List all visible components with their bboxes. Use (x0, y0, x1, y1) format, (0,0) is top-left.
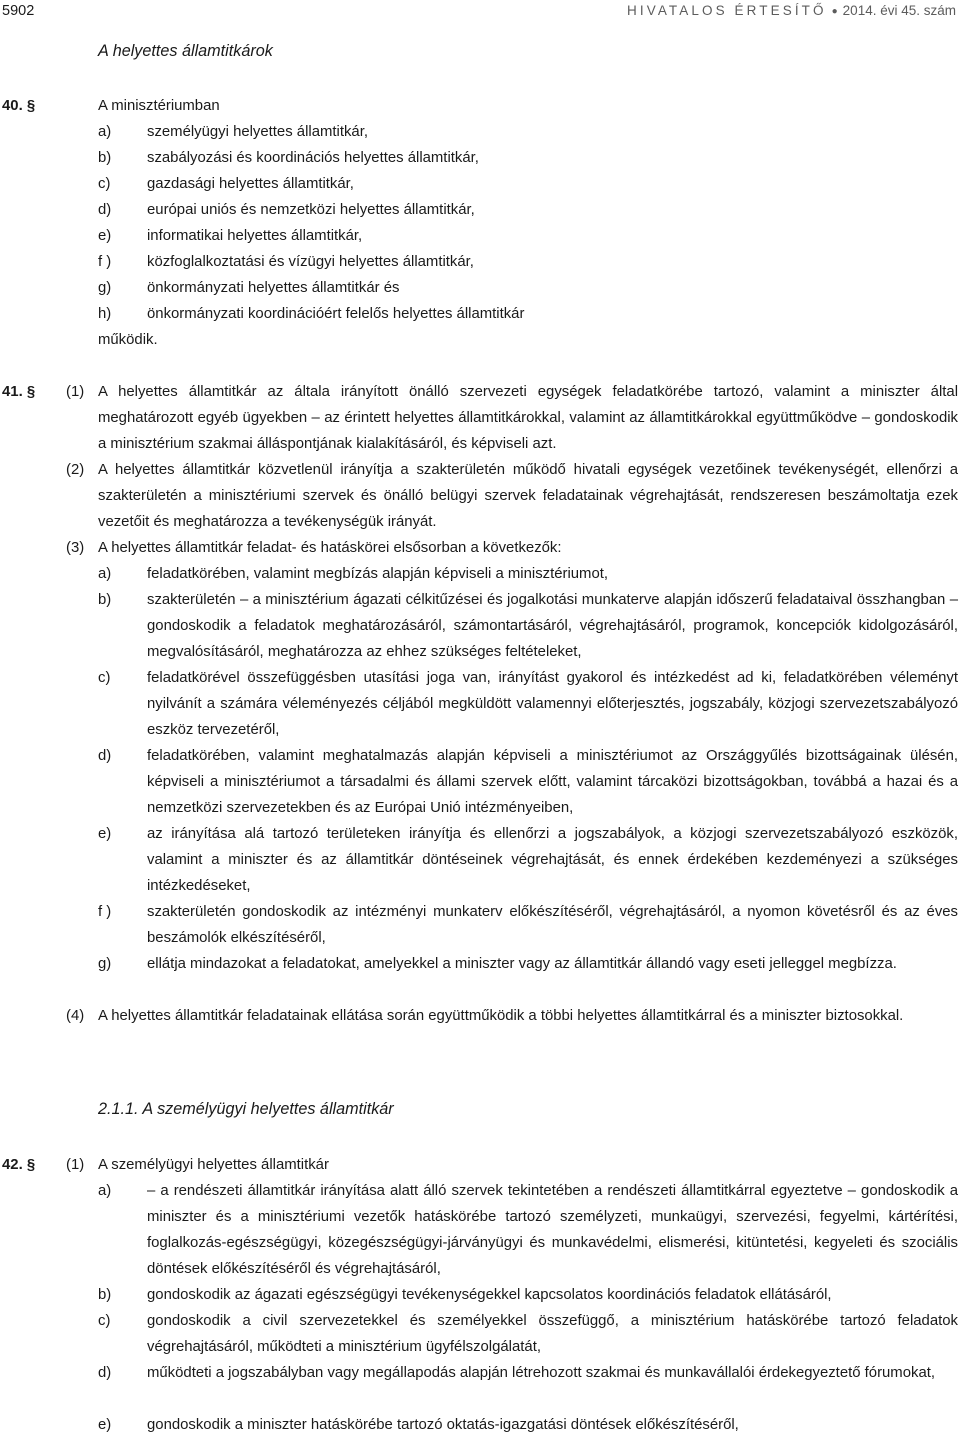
item-label: c) (98, 176, 111, 192)
item-text: önkormányzati koordinációért felelős helyettes államtitkár (147, 306, 525, 322)
item-label: a) (98, 566, 112, 582)
separator-bullet-icon: ● (831, 6, 838, 17)
item-text: közfoglalkoztatási és vízügyi helyettes államtitkár, (147, 254, 474, 270)
item-text: informatikai helyettes államtitkár, (147, 228, 363, 244)
item-text: szakterületén gondoskodik az intézményi munkaterv előkészítéséről, végrehajtásáról, a nyomon követésről és az éves beszámolók elkészítéséről, (147, 904, 958, 946)
item-text: szabályozási és koordinációs helyettes államtitkár, (147, 150, 479, 166)
item-label: e) (98, 228, 112, 244)
item-label: d) (98, 1365, 112, 1381)
item-label: d) (98, 202, 112, 218)
item-text: működteti a jogszabályban vagy megállapodás alapján létrehozott szakmai és munkavállalói érdekegyeztető fórumokat, (147, 1365, 935, 1381)
item-text: feladatkörében, valamint meghatalmazás alapján képviseli a minisztériumot az Országgyűlés bizottságainak ülésén, képviseli a minisztériumot a társadalmi és állami szervek előtt, valamint tárcaközi bizottságokban, továbbá a hazai és a nemzetközi szervezetekben és az Európai Unió intézményeiben, (147, 748, 958, 816)
issue-label: 2014. évi 45. szám (842, 3, 956, 18)
page-header (0, 0, 960, 22)
item-text: gondoskodik a civil szervezetekkel és személyekkel összefüggő, a minisztérium hatáskörébe tartozó feladatok végrehajtásáról, működteti a minisztérium ügyfélszolgálatát, (147, 1313, 958, 1355)
item-label: a) (98, 1183, 112, 1199)
item-label: c) (98, 1313, 111, 1329)
item-text: gazdasági helyettes államtitkár, (147, 176, 354, 192)
item-text: ellátja mindazokat a feladatokat, amelyekkel a miniszter vagy az államtitkár állandó vagy eseti jelleggel megbízza. (147, 956, 897, 972)
section-closing: működik. (98, 332, 158, 348)
item-label: b) (98, 150, 112, 166)
item-label: e) (98, 826, 112, 842)
item-text: önkormányzati helyettes államtitkár és (147, 280, 400, 296)
paragraph-label: (2) (66, 462, 85, 478)
item-text: személyügyi helyettes államtitkár, (147, 124, 368, 140)
journal-name: HIVATALOS ÉRTESÍTŐ (627, 3, 827, 18)
item-label: b) (98, 592, 112, 608)
paragraph-label: (3) (66, 540, 85, 556)
item-text: gondoskodik a miniszter hatáskörébe tartozó oktatás-igazgatási döntések előkészítéséről, (147, 1417, 739, 1433)
item-label: b) (98, 1287, 112, 1303)
paragraph-label: (1) (66, 384, 85, 400)
paragraph-text: A helyettes államtitkár az általa irányított önálló szervezeti egységek feladatkörébe tartozó, valamint a miniszter által meghatározott egyéb ügyekben – az érintett helyettes államtitkárokkal, valamint az államtitkárokkal együttműködve – gondoskodik a minisztérium szakmai álláspontjának kialakításáról, és képviseli azt. (98, 384, 958, 452)
paragraph-label: (1) (66, 1157, 85, 1173)
paragraph-text: A személyügyi helyettes államtitkár (98, 1157, 329, 1173)
paragraph-label: (4) (66, 1008, 85, 1024)
item-label: f ) (98, 904, 112, 920)
section-heading: A helyettes államtitkárok (98, 42, 273, 60)
item-text: szakterületén – a minisztérium ágazati célkitűzései és jogalkotási munkaterve alapján időszerű feladataival összhangban – gondoskodik a feladatok meghatározásáról, számontartásáról, végrehajtásáról, programok, koncepciók kidolgozásáról, megvalósításáról, meghatározza az ehhez szükséges feltételeket, (147, 592, 958, 660)
item-text: feladatkörével összefüggésben utasítási joga van, irányítást gyakorol és intézkedést ad ki, feladatkörében véleményt nyilvánít a számára véleményezés céljából megküldött valamennyi előterjesztés, jogszabály, közjogi szervezetszabályozó eszköz tervezetéről, (147, 670, 958, 738)
item-text: – a rendészeti államtitkár irányítása alatt álló szervek tekintetében a rendészeti államtitkárral egyeztetve – gondoskodik a miniszter és a minisztériumi vezetők hatáskörébe tartozó személyzeti, munkaügyi, szervezési, fegyelmi, kártérítési, foglalkozás-egészségügyi, közegészségügyi-járványügyi és munkavédelmi, elismerési, kitüntetési, kegyeleti és szociális döntések előkészítéséről és végrehajtásáról, (147, 1183, 958, 1277)
section-intro: A minisztériumban (98, 98, 220, 114)
item-label: g) (98, 280, 112, 296)
item-text: feladatkörében, valamint megbízás alapján képviseli a minisztériumot, (147, 566, 609, 582)
section-number: 40. § (2, 98, 36, 114)
item-label: d) (98, 748, 112, 764)
paragraph-text: A helyettes államtitkár feladat- és hatáskörei elsősorban a következők: (98, 540, 562, 556)
item-label: g) (98, 956, 112, 972)
item-text: az irányítása alá tartozó területeken irányítja és ellenőrzi a jogszabályok, a közjogi szervezetszabályozó eszközök, valamint a miniszter és az államtitkár döntéseinek végrehajtását, és ennek érdekében kezdeményezi a szükséges intézkedéseket, (147, 826, 958, 894)
item-label: e) (98, 1417, 112, 1433)
item-text: európai uniós és nemzetközi helyettes államtitkár, (147, 202, 475, 218)
item-label: f ) (98, 254, 112, 270)
item-label: a) (98, 124, 112, 140)
item-text: gondoskodik az ágazati egészségügyi tevékenységekkel kapcsolatos koordinációs feladatok ellátásáról, (147, 1287, 832, 1303)
item-label: h) (98, 306, 112, 322)
journal-title (627, 3, 956, 18)
item-label: c) (98, 670, 111, 686)
section-number: 42. § (2, 1157, 36, 1173)
section-number: 41. § (2, 384, 36, 400)
paragraph-text: A helyettes államtitkár feladatainak ellátása során együttműködik a többi helyettes államtitkárral és a miniszter biztosokkal. (98, 1008, 904, 1024)
page-number: 5902 (2, 3, 35, 19)
subsection-heading: 2.1.1. A személyügyi helyettes államtitkár (98, 1100, 394, 1118)
paragraph-text: A helyettes államtitkár közvetlenül irányítja a szakterületén működő hivatali egységek vezetőinek tevékenységét, ellenőrzi a szakterületén a minisztériumi szervek és önálló belügyi szervek feladatainak végrehajtását, rendszeresen beszámoltatja ezek vezetőit és meghatározza a tevékenységük irányát. (98, 462, 958, 530)
